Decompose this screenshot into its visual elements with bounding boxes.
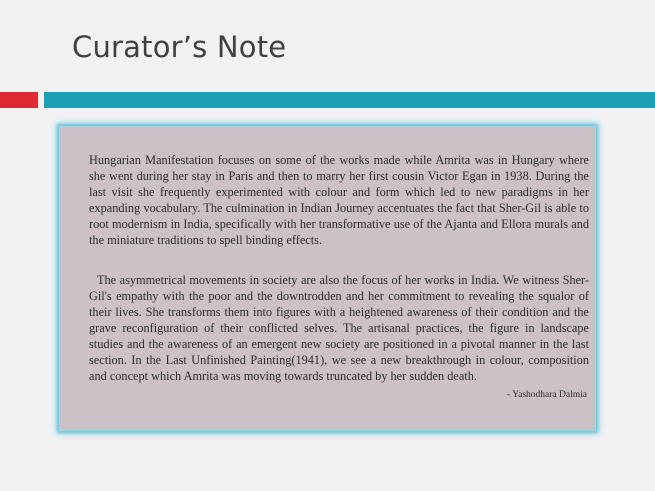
note-paragraph-2: The asymmetrical movements in society are also the focus of her works in India. We witness Sher-Gil's empathy with the poor and the downtrodden and her commitment to revealing the squalor of their lives. She transforms them into figures with a heightened awareness of their condition and the grave reconfiguration of their conflicted selves. The artisanal practices, the figure in landscape studies and the awareness of an emergent new society are positioned in a pivotal manner in the last section. In the Last Unfinished Painting(1941), we see a new breakthrough in colour, composition and concept which Amrita was moving towards truncated by her sudden death. — [89, 273, 589, 383]
note-attribution: - Yashodhara Dalmia — [507, 389, 587, 400]
curator-note-box — [59, 126, 596, 431]
accent-bar-teal — [44, 92, 655, 108]
note-paragraph-1: Hungarian Manifestation focuses on some of the works made while Amrita was in Hungary where she went during her stay in Paris and then to marry her first cousin Victor Egan in 1938. During the last visit she frequently experimented with colour and form which led to new paradigms in her expanding vocabulary. The culmination in Indian Journey accentuates the fact that Sher-Gil is able to root modernism in India, specifically with her transformative use of the Ajanta and Ellora murals and the miniature traditions to spell binding effects. — [89, 153, 589, 247]
accent-bar-red — [0, 92, 38, 108]
slide-title: Curator’s Note — [72, 30, 287, 64]
